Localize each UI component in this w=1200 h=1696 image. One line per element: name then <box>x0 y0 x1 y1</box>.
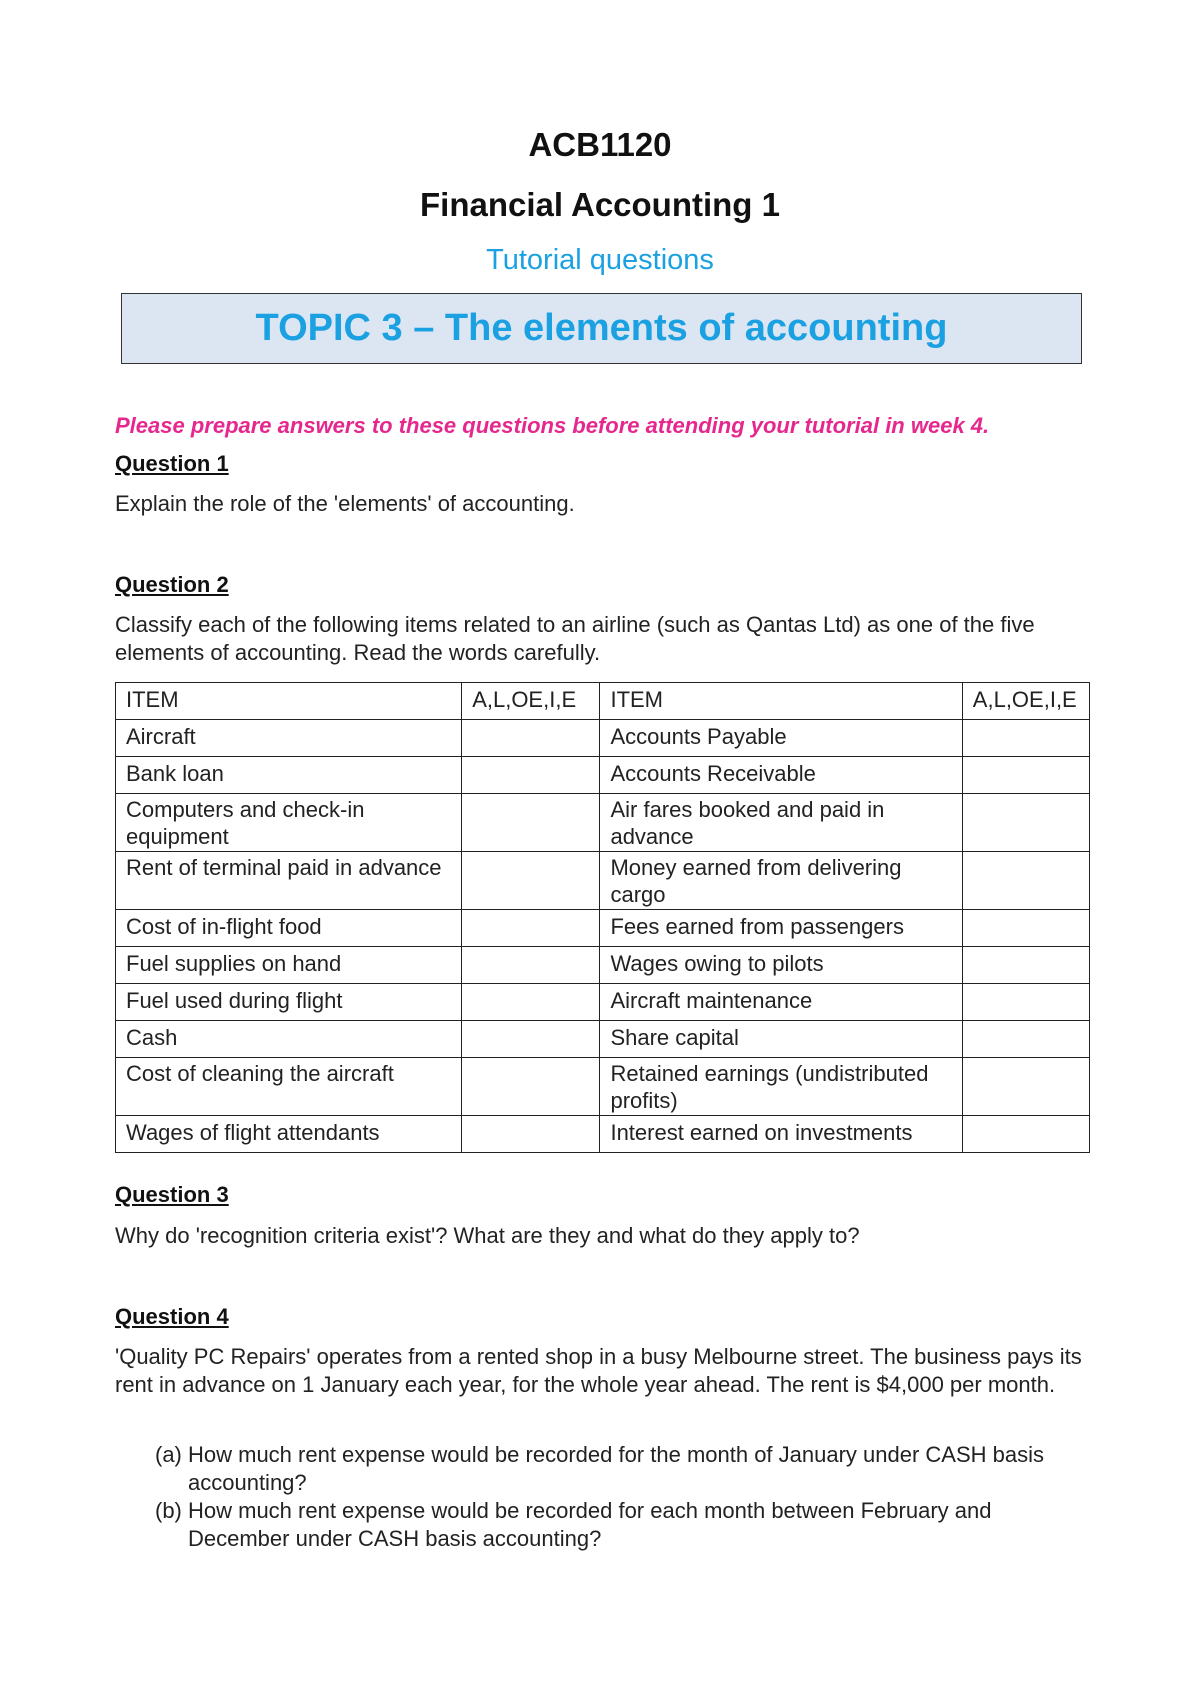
table-cell-item: Wages of flight attendants <box>116 1116 462 1153</box>
table-cell-item: Aircraft <box>116 720 462 757</box>
table-cell-answer <box>462 794 600 852</box>
table-cell-item: Retained earnings (undistributed profits) <box>600 1058 962 1116</box>
preparation-notice: Please prepare answers to these questions before attending your tutorial in week 4. <box>115 413 990 438</box>
document-subtitle: Tutorial questions <box>486 244 714 276</box>
table-cell-item: Air fares booked and paid in advance <box>600 794 962 852</box>
table-cell-answer <box>462 947 600 984</box>
part-label: (a) <box>155 1442 182 1467</box>
part-label: (b) <box>155 1498 182 1523</box>
table-cell-item: Fuel used during flight <box>116 984 462 1021</box>
table-row <box>116 757 1090 794</box>
topic-banner <box>121 293 1082 364</box>
table-cell-item: Fees earned from passengers <box>600 910 962 947</box>
table-row <box>116 1116 1090 1153</box>
table-cell-answer <box>462 852 600 910</box>
table-header-row <box>116 683 1090 720</box>
table-cell-answer <box>962 910 1089 947</box>
classification-table <box>115 682 1090 1153</box>
table-cell-answer <box>962 794 1089 852</box>
question-1-text: Explain the role of the 'elements' of accounting. <box>115 491 575 516</box>
list-item <box>155 1441 1090 1497</box>
question-4-heading: Question 4 <box>115 1304 229 1329</box>
table-cell-answer <box>462 757 600 794</box>
table-row <box>116 947 1090 984</box>
question-2-heading: Question 2 <box>115 572 229 597</box>
table-row <box>116 852 1090 910</box>
list-item <box>155 1497 1090 1553</box>
table-cell-item: Computers and check-in equipment <box>116 794 462 852</box>
course-code: ACB1120 <box>528 126 672 163</box>
table-row <box>116 984 1090 1021</box>
course-name: Financial Accounting 1 <box>420 186 780 223</box>
table-cell-item: Accounts Receivable <box>600 757 962 794</box>
part-text: How much rent expense would be recorded for the month of January under CASH basis accounting? <box>188 1442 1045 1495</box>
question-1-heading: Question 1 <box>115 451 229 476</box>
table-cell-answer <box>962 852 1089 910</box>
table-header: A,L,OE,I,E <box>462 683 600 720</box>
table-cell-answer <box>462 1116 600 1153</box>
table-cell-answer <box>962 947 1089 984</box>
question-4-parts <box>155 1441 1090 1553</box>
table-cell-item: Wages owing to pilots <box>600 947 962 984</box>
table-cell-item: Cash <box>116 1021 462 1058</box>
table-cell-item: Cost of cleaning the aircraft <box>116 1058 462 1116</box>
table-cell-answer <box>962 984 1089 1021</box>
table-cell-item: Bank loan <box>116 757 462 794</box>
table-cell-answer <box>962 1058 1089 1116</box>
table-cell-item: Fuel supplies on hand <box>116 947 462 984</box>
question-3-heading: Question 3 <box>115 1182 229 1207</box>
table-cell-answer <box>462 910 600 947</box>
table-cell-answer <box>962 1021 1089 1058</box>
table-cell-item: Interest earned on investments <box>600 1116 962 1153</box>
table-cell-answer <box>462 984 600 1021</box>
table-row <box>116 720 1090 757</box>
table-cell-item: Money earned from delivering cargo <box>600 852 962 910</box>
topic-title: TOPIC 3 – The elements of accounting <box>255 307 948 349</box>
table-cell-item: Accounts Payable <box>600 720 962 757</box>
table-header: ITEM <box>600 683 962 720</box>
table-cell-item: Share capital <box>600 1021 962 1058</box>
question-4-text: 'Quality PC Repairs' operates from a rented shop in a busy Melbourne street. The business pays its rent in advance on 1 January each year, for the whole year ahead. The rent is $4,000 per month. <box>115 1344 1082 1397</box>
table-row <box>116 1058 1090 1116</box>
question-2-text: Classify each of the following items related to an airline (such as Qantas Ltd) as one of the five elements of accounting. Read the words carefully. <box>115 612 1035 665</box>
table-cell-answer <box>962 757 1089 794</box>
table-cell-answer <box>462 1021 600 1058</box>
question-3-text: Why do 'recognition criteria exist'? What are they and what do they apply to? <box>115 1223 860 1248</box>
table-cell-answer <box>962 1116 1089 1153</box>
table-cell-answer <box>462 1058 600 1116</box>
table-row <box>116 794 1090 852</box>
table-row <box>116 1021 1090 1058</box>
table-cell-answer <box>462 720 600 757</box>
table-cell-item: Aircraft maintenance <box>600 984 962 1021</box>
table-cell-item: Rent of terminal paid in advance <box>116 852 462 910</box>
table-header: ITEM <box>116 683 462 720</box>
table-cell-answer <box>962 720 1089 757</box>
table-cell-item: Cost of in-flight food <box>116 910 462 947</box>
table-row <box>116 910 1090 947</box>
part-text: How much rent expense would be recorded for each month between February and December under CASH basis accounting? <box>188 1498 992 1551</box>
table-header: A,L,OE,I,E <box>962 683 1089 720</box>
